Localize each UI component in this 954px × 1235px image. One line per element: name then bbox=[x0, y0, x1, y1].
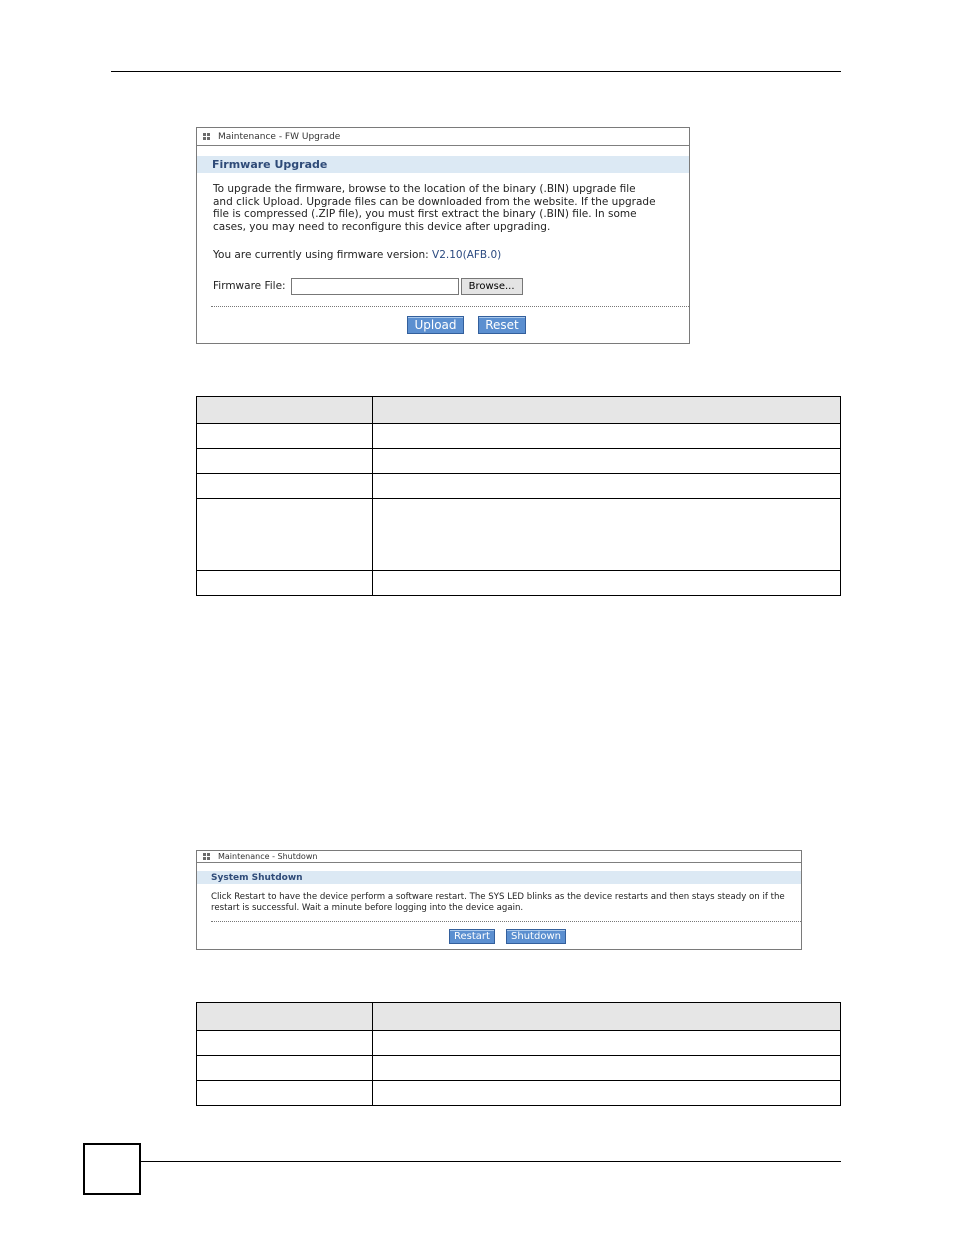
table-cell bbox=[373, 449, 841, 474]
firmware-fields-table bbox=[196, 396, 841, 596]
table-cell bbox=[197, 1056, 373, 1081]
table-row bbox=[197, 499, 841, 571]
version-label: You are currently using firmware version: bbox=[213, 249, 429, 261]
section-title: System Shutdown bbox=[197, 871, 801, 884]
table-row bbox=[197, 474, 841, 499]
page-number-box bbox=[83, 1143, 141, 1195]
action-buttons bbox=[407, 316, 526, 334]
table-cell bbox=[197, 1031, 373, 1056]
table-cell bbox=[373, 424, 841, 449]
description-line: and click Upload. Upgrade files can be downloaded from the website. If the upgrade bbox=[213, 195, 656, 208]
shutdown-button[interactable]: Shutdown bbox=[506, 929, 566, 944]
firmware-file-label: Firmware File: bbox=[213, 280, 286, 292]
browse-button[interactable]: Browse... bbox=[461, 278, 523, 295]
table-row bbox=[197, 1031, 841, 1056]
table-cell bbox=[197, 1081, 373, 1106]
description-line: restart is successful. Wait a minute before logging into the device again. bbox=[211, 902, 524, 913]
firmware-upgrade-screen bbox=[196, 127, 690, 344]
table-cell bbox=[197, 424, 373, 449]
divider bbox=[211, 306, 689, 307]
divider bbox=[211, 921, 801, 922]
breadcrumb-text: Maintenance - Shutdown bbox=[218, 852, 318, 861]
description-line: cases, you may need to reconfigure this device after upgrading. bbox=[213, 220, 551, 233]
firmware-version-line bbox=[197, 249, 689, 262]
restart-button[interactable]: Restart bbox=[449, 929, 495, 944]
table-cell bbox=[373, 1056, 841, 1081]
table-cell bbox=[373, 1031, 841, 1056]
table-cell bbox=[197, 474, 373, 499]
reset-button[interactable]: Reset bbox=[478, 316, 526, 334]
table-header-row bbox=[197, 397, 841, 424]
shutdown-description bbox=[197, 892, 801, 913]
breadcrumb-text: Maintenance - FW Upgrade bbox=[218, 131, 341, 142]
grip-icon bbox=[203, 853, 210, 860]
table-row bbox=[197, 571, 841, 596]
table-cell bbox=[373, 1003, 841, 1031]
action-buttons bbox=[449, 929, 566, 944]
description-line: To upgrade the firmware, browse to the location of the binary (.BIN) upgrade file bbox=[213, 183, 636, 195]
table-cell bbox=[373, 571, 841, 596]
table-cell bbox=[197, 397, 373, 424]
shutdown-fields-table bbox=[196, 1002, 841, 1106]
version-value: V2.10(AFB.0) bbox=[432, 249, 502, 261]
table-cell bbox=[373, 474, 841, 499]
firmware-file-input[interactable] bbox=[291, 278, 459, 295]
table-row bbox=[197, 424, 841, 449]
table-header-row bbox=[197, 1003, 841, 1031]
description-line: file is compressed (.ZIP file), you must first extract the binary (.BIN) file. In some bbox=[213, 208, 637, 220]
table-row bbox=[197, 1056, 841, 1081]
header-rule bbox=[111, 71, 841, 72]
system-shutdown-screen bbox=[196, 850, 802, 950]
table-cell bbox=[373, 499, 841, 571]
breadcrumb bbox=[197, 128, 689, 146]
table-cell bbox=[373, 1081, 841, 1106]
table-cell bbox=[373, 397, 841, 424]
table-cell bbox=[197, 571, 373, 596]
table-cell bbox=[197, 449, 373, 474]
upload-button[interactable]: Upload bbox=[407, 316, 464, 334]
table-row bbox=[197, 1081, 841, 1106]
table-cell bbox=[197, 1003, 373, 1031]
section-title: Firmware Upgrade bbox=[197, 156, 689, 173]
breadcrumb bbox=[197, 851, 801, 863]
footer-rule bbox=[140, 1161, 841, 1162]
upgrade-description bbox=[197, 183, 689, 233]
table-row bbox=[197, 449, 841, 474]
description-line: Click Restart to have the device perform a software restart. The SYS LED blinks as the device restarts and then stays steady on if the bbox=[211, 892, 785, 902]
firmware-file-row bbox=[197, 278, 689, 295]
grip-icon bbox=[203, 133, 210, 140]
table-cell bbox=[197, 499, 373, 571]
